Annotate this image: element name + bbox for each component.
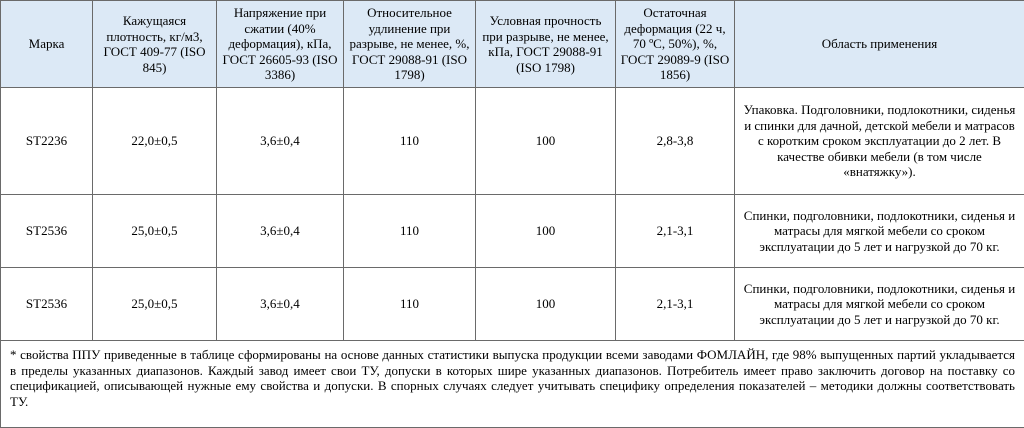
table-row: [1, 268, 1024, 341]
header-density: Кажущаяся плотность, кг/м3, ГОСТ 409-77 (ISO 845): [93, 1, 217, 88]
cell-brand: ST2536: [1, 268, 93, 341]
header-application: Область применения: [735, 1, 1024, 88]
cell-density: 22,0±0,5: [93, 88, 217, 195]
cell-compression: 3,6±0,4: [217, 88, 344, 195]
cell-application: Упаковка. Подголовники, подлокотники, сиденья и спинки для дачной, детской мебели и матрасов с коротким сроком эксплуатации до 2 лет. В качестве обивки мебели (в том числе «внатяжку»).: [735, 88, 1024, 195]
cell-density: 25,0±0,5: [93, 195, 217, 268]
cell-brand: ST2536: [1, 195, 93, 268]
header-brand: Марка: [1, 1, 93, 88]
cell-brand: ST2236: [1, 88, 93, 195]
table-row: [1, 88, 1024, 195]
header-residual-deformation: Остаточная деформация (22 ч, 70 ºС, 50%), %, ГОСТ 29089-9 (ISO 1856): [616, 1, 735, 88]
table-header: [1, 1, 1024, 88]
cell-residual-deformation: 2,8-3,8: [616, 88, 735, 195]
header-compression: Напряжение при сжатии (40% деформация), кПа, ГОСТ 26605-93 (ISO 3386): [217, 1, 344, 88]
cell-elongation: 110: [344, 195, 476, 268]
header-elongation: Относительное удлинение при разрыве, не менее, %, ГОСТ 29088-91 (ISO 1798): [344, 1, 476, 88]
cell-density: 25,0±0,5: [93, 268, 217, 341]
cell-elongation: 110: [344, 88, 476, 195]
footnote: * свойства ППУ приведенные в таблице сформированы на основе данных статистики выпуска продукции всеми заводами ФОМЛАЙН, где 98% выпущенных партий укладывается в пределы указанных диапазонов. Каждый завод имеет свои ТУ, допуски в которых шире указанных диапазонов. Потребитель имеет право заключить договор на поставку со спецификацией, описывающей нужные ему свойства и допуски. В спорных случаях следует учитывать специфику определения показателей – методики должны соответствовать ТУ.: [1, 341, 1024, 428]
cell-residual-deformation: 2,1-3,1: [616, 195, 735, 268]
cell-elongation: 110: [344, 268, 476, 341]
cell-residual-deformation: 2,1-3,1: [616, 268, 735, 341]
cell-application: Спинки, подголовники, подлокотники, сиденья и матрасы для мягкой мебели со сроком эксплуатации до 5 лет и нагрузкой до 70 кг.: [735, 195, 1024, 268]
header-strength: Условная прочность при разрыве, не менее, кПа, ГОСТ 29088-91 (ISO 1798): [476, 1, 616, 88]
cell-strength: 100: [476, 268, 616, 341]
cell-compression: 3,6±0,4: [217, 195, 344, 268]
cell-strength: 100: [476, 88, 616, 195]
cell-compression: 3,6±0,4: [217, 268, 344, 341]
footnote-row: [1, 341, 1024, 428]
table-row: [1, 195, 1024, 268]
cell-application: Спинки, подголовники, подлокотники, сиденья и матрасы для мягкой мебели со сроком эксплуатации до 5 лет и нагрузкой до 70 кг.: [735, 268, 1024, 341]
cell-strength: 100: [476, 195, 616, 268]
